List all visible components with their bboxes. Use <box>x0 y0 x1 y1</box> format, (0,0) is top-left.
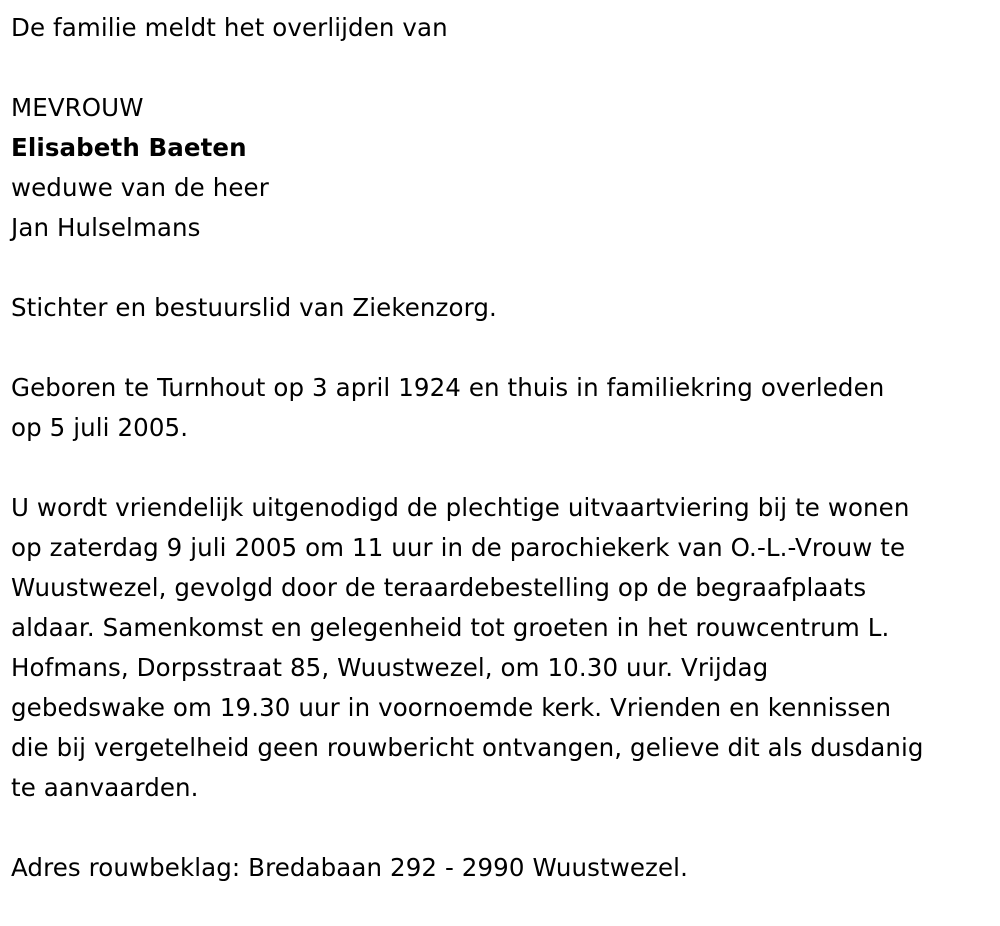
funeral-line: Wuustwezel, gevolgd door de teraardebestelling op de begraafplaats <box>11 573 867 602</box>
funeral-paragraph <box>11 488 969 808</box>
birth-death-line-2: op 5 juli 2005. <box>11 413 189 442</box>
intro-text: De familie meldt het overlijden van <box>11 13 448 42</box>
funeral-line: op zaterdag 9 juli 2005 om 11 uur in de parochiekerk van O.-L.-Vrouw te <box>11 533 906 562</box>
funeral-line: U wordt vriendelijk uitgenodigd de plechtige uitvaartviering bij te wonen <box>11 493 910 522</box>
funeral-line: Hofmans, Dorpsstraat 85, Wuustwezel, om 10.30 uur. Vrijdag <box>11 653 769 682</box>
funeral-line: die bij vergetelheid geen rouwbericht ontvangen, gelieve dit als dusdanig <box>11 733 924 762</box>
relation-text: weduwe van de heer <box>11 173 269 202</box>
funeral-line: gebedswake om 19.30 uur in voornoemde kerk. Vrienden en kennissen <box>11 693 892 722</box>
honorific: MEVROUW <box>11 93 144 122</box>
birth-death-line-1: Geboren te Turnhout op 3 april 1924 en thuis in familiekring overleden <box>11 373 885 402</box>
deceased-name: Elisabeth Baeten <box>11 133 247 162</box>
condolence-address: Adres rouwbeklag: Bredabaan 292 - 2990 Wuustwezel. <box>11 853 688 882</box>
funeral-line: te aanvaarden. <box>11 773 199 802</box>
spouse-name: Jan Hulselmans <box>11 213 201 242</box>
funeral-line: aldaar. Samenkomst en gelegenheid tot groeten in het rouwcentrum L. <box>11 613 890 642</box>
role-text: Stichter en bestuurslid van Ziekenzorg. <box>11 293 497 322</box>
